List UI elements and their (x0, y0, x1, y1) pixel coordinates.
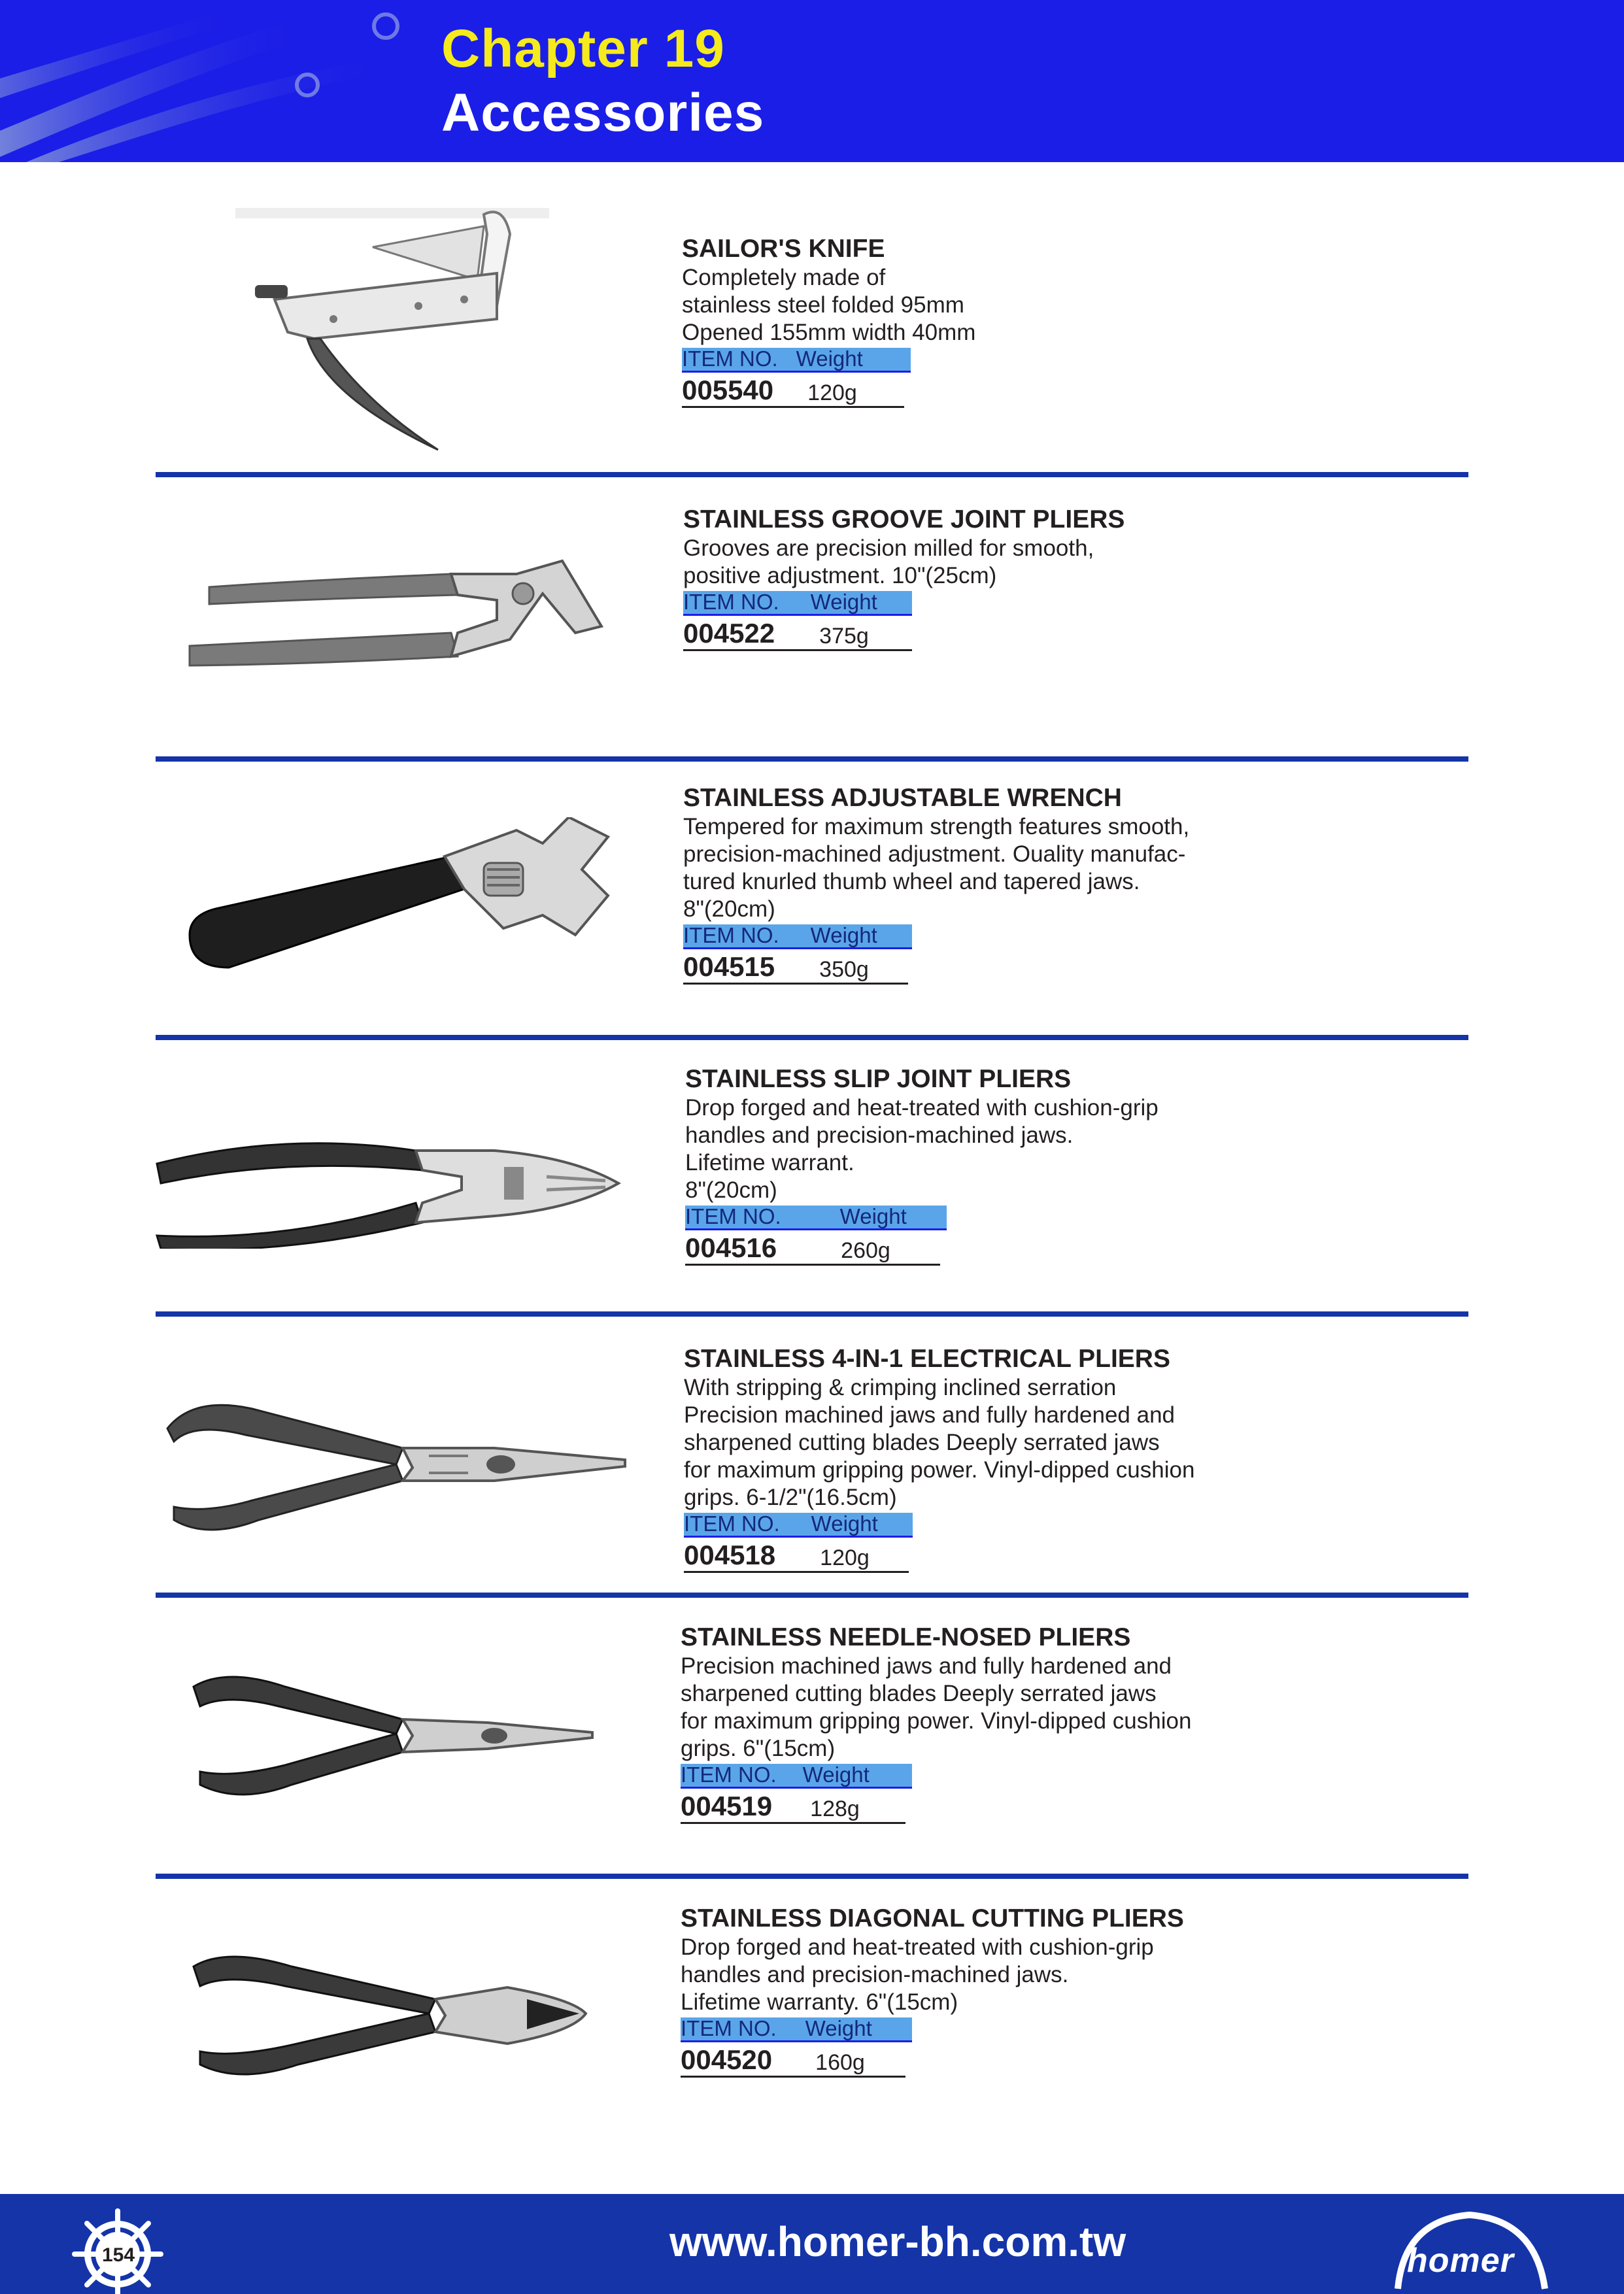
item-no-label: ITEM NO. (682, 346, 778, 371)
adjustable-wrench-icon (177, 817, 621, 974)
weight-label: Weight (810, 590, 877, 614)
weight-label: Weight (811, 1511, 878, 1536)
product-name: STAINLESS 4-IN-1 ELECTRICAL PLIERS (684, 1345, 1170, 1373)
product-name: STAINLESS DIAGONAL CUTTING PLIERS (681, 1904, 1184, 1932)
item-weight: 120g (820, 1545, 870, 1570)
spec-label-bar (685, 1206, 947, 1230)
chapter-number: Chapter 19 (441, 19, 725, 78)
page-number: 154 (101, 2244, 135, 2266)
item-number: 004520 (681, 2044, 773, 2075)
item-number: 005540 (682, 375, 774, 405)
sailors-knife-icon (235, 208, 562, 456)
spec-values (683, 616, 912, 651)
product-info (683, 505, 1125, 651)
item-number: 004515 (683, 951, 775, 982)
item-no-label: ITEM NO. (685, 1204, 781, 1228)
item-no-label: ITEM NO. (681, 2016, 777, 2040)
spec-label-bar (683, 591, 912, 616)
diagonal-cutting-pliers-icon (187, 1940, 599, 2084)
weight-label: Weight (796, 346, 863, 371)
spec-label-bar (681, 2017, 912, 2042)
electrical-pliers-icon (154, 1383, 632, 1546)
item-no-label: ITEM NO. (683, 590, 779, 614)
item-weight: 160g (815, 2050, 865, 2075)
spec-label-bar (684, 1513, 913, 1538)
spec-values (682, 373, 904, 408)
groove-joint-pliers-icon (170, 548, 615, 679)
page-footer (0, 2194, 1624, 2294)
weight-label: Weight (810, 923, 877, 947)
needle-nosed-pliers-icon (187, 1661, 599, 1804)
weight-label: Weight (805, 2016, 872, 2040)
logo-wordmark: homer (1407, 2242, 1514, 2280)
spec-label-bar (683, 924, 912, 949)
spec-values (685, 1230, 940, 1266)
item-weight: 260g (841, 1238, 890, 1263)
product-description: With stripping & crimping inclined serration Precision machined jaws and fully hardened and sharpened cutting blades Deeply serrated jaws for maximum gripping power. Vinyl-dipped cushion grips. 6-1/2"(16.5cm) (684, 1375, 1195, 1510)
website-url[interactable]: www.homer-bh.com.tw (669, 2218, 1126, 2265)
section-divider (156, 1311, 1468, 1317)
product-name: STAINLESS SLIP JOINT PLIERS (685, 1065, 1072, 1093)
chapter-title: Accessories (441, 83, 765, 143)
item-number: 004519 (681, 1791, 773, 1821)
product-description: Completely made of stainless steel folded 95mm Opened 155mm width 40mm (682, 265, 976, 345)
item-number: 004518 (684, 1540, 776, 1570)
product-info (685, 1064, 1159, 1266)
item-weight: 350g (819, 957, 869, 982)
product-info (681, 1623, 1191, 1824)
item-weight: 120g (807, 380, 857, 405)
spec-values (681, 1789, 905, 1824)
item-weight: 375g (819, 624, 869, 649)
section-divider (156, 1035, 1468, 1040)
spec-label-bar (681, 1764, 912, 1789)
product-description: Precision machined jaws and fully hardened and sharpened cutting blades Deeply serrated jaws for maximum gripping power. Vinyl-dipped cushion grips. 6"(15cm) (681, 1653, 1192, 1761)
slip-joint-pliers-icon (154, 1118, 632, 1249)
item-no-label: ITEM NO. (684, 1511, 780, 1536)
spec-label-bar (682, 348, 911, 373)
product-info (684, 1344, 1194, 1573)
product-name: STAINLESS NEEDLE-NOSED PLIERS (681, 1623, 1131, 1651)
item-no-label: ITEM NO. (681, 1763, 777, 1787)
product-description: Drop forged and heat-treated with cushion-grip handles and precision-machined jaws. Lifetime warrant. 8"(20cm) (685, 1095, 1159, 1203)
section-divider (156, 1593, 1468, 1598)
rope-decoration-icon (0, 0, 471, 162)
spec-values (681, 2042, 905, 2078)
section-divider (156, 472, 1468, 477)
product-name: STAINLESS ADJUSTABLE WRENCH (683, 784, 1122, 812)
item-number: 004516 (685, 1232, 777, 1263)
product-name: SAILOR'S KNIFE (682, 235, 885, 263)
product-info (682, 234, 975, 408)
weight-label: Weight (839, 1204, 907, 1228)
product-name: STAINLESS GROOVE JOINT PLIERS (683, 505, 1125, 533)
section-divider (156, 1874, 1468, 1879)
product-info (681, 1904, 1184, 2078)
item-number: 004522 (683, 618, 775, 649)
item-weight: 128g (810, 1796, 860, 1821)
spec-values (684, 1538, 909, 1573)
product-description: Grooves are precision milled for smooth, positive adjustment. 10"(25cm) (683, 535, 1094, 588)
weight-label: Weight (802, 1763, 870, 1787)
chapter-header (0, 0, 1624, 162)
product-description: Drop forged and heat-treated with cushion-grip handles and precision-machined jaws. Lifetime warranty. 6"(15cm) (681, 1934, 1154, 2015)
product-description: Tempered for maximum strength features smooth, precision-machined adjustment. Ouality manufac- tured knurled thumb wheel and tapered jaws. 8"(20cm) (683, 814, 1190, 922)
product-info (683, 783, 1189, 985)
item-no-label: ITEM NO. (683, 923, 779, 947)
section-divider (156, 756, 1468, 762)
spec-values (683, 949, 908, 985)
